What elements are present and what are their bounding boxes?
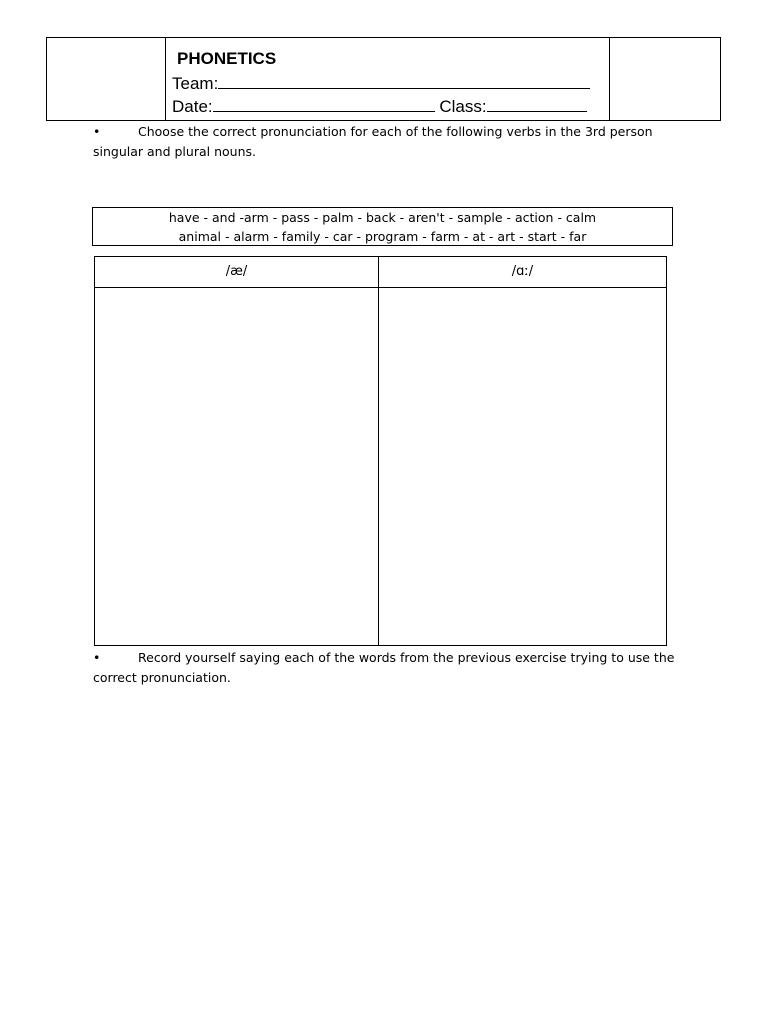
class-label: Class: bbox=[439, 97, 487, 116]
team-blank[interactable] bbox=[218, 72, 590, 89]
header-ae-sound: /æ/ bbox=[95, 257, 379, 287]
bullet-icon: • bbox=[93, 650, 101, 665]
header-score-cell bbox=[609, 38, 720, 120]
date-label: Date: bbox=[172, 97, 213, 116]
bullet-icon: • bbox=[93, 124, 101, 139]
table-header-row bbox=[95, 257, 666, 288]
worksheet-title: PHONETICS bbox=[177, 49, 277, 68]
table-answer-row bbox=[95, 288, 666, 645]
date-class-row bbox=[172, 95, 587, 117]
header-aa-sound: /ɑː/ bbox=[511, 264, 534, 279]
instruction-choose bbox=[93, 122, 683, 162]
instruction-text: Record yourself saying each of the words from the previous exercise trying to use the correct pronunciation. bbox=[93, 650, 675, 685]
word-bank-line-1: have - and -arm - pass - palm - back - aren't - sample - action - calm bbox=[168, 210, 597, 225]
team-field[interactable] bbox=[172, 72, 590, 94]
word-bank bbox=[92, 207, 673, 246]
class-blank[interactable] bbox=[487, 95, 587, 112]
team-label: Team: bbox=[172, 74, 219, 93]
instruction-text: Choose the correct pronunciation for each of the following verbs in the 3rd person singular and plural nouns. bbox=[93, 124, 653, 159]
word-bank-line-2: animal - alarm - family - car - program - farm - at - art - start - far bbox=[178, 229, 587, 244]
header-logo-cell bbox=[47, 38, 166, 120]
worksheet-header bbox=[46, 37, 721, 121]
answer-cell-ae[interactable] bbox=[95, 288, 379, 645]
sound-sort-table bbox=[94, 256, 667, 646]
header-info-cell bbox=[166, 38, 609, 120]
instruction-record bbox=[93, 648, 683, 688]
date-blank[interactable] bbox=[213, 95, 435, 112]
answer-cell-aa[interactable] bbox=[379, 288, 666, 645]
